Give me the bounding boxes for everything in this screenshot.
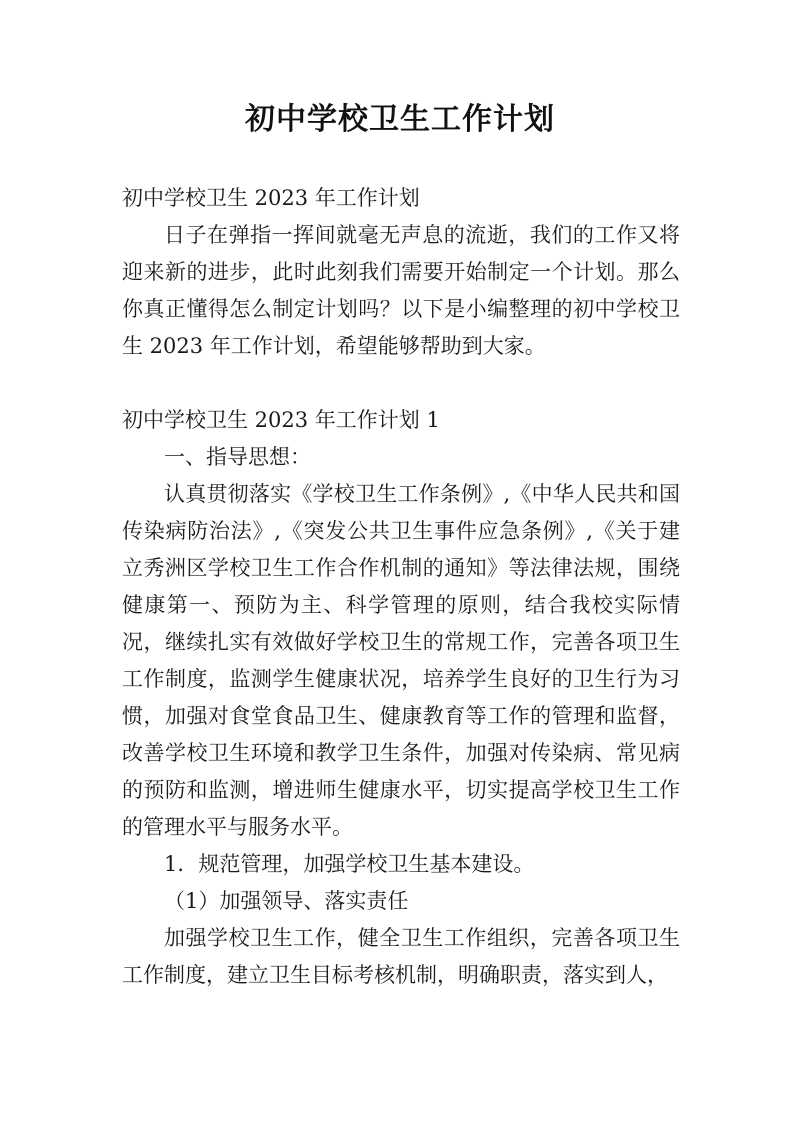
- body-paragraph: 加强学校卫生工作，健全卫生工作组织，完善各项卫生工作制度，建立卫生目标考核机制，明确职责，落实到人，: [122, 926, 680, 987]
- guiding-ideology-paragraph: 认真贯彻落实《学校卫生工作条例》,《中华人民共和国传染病防治法》,《突发公共卫生事件应急条例》,《关于建立秀洲区学校卫生工作合作机制的通知》等法律法规，围绕健康第一、预防为主、科学管理的原则，结合我校实际情况，继续扎实有效做好学校卫生的常规工作，完善各项卫生工作制度，监测学生健康状况，培养学生良好的卫生行为习惯，加强对食堂食品卫生、健康教育等工作的管理和监督，改善学校卫生环境和教学卫生条件，加强对传染病、常见病的预防和监测，增进师生健康水平，切实提高学校卫生工作的管理水平与服务水平。: [122, 482, 680, 839]
- subitem-heading: （1）加强领导、落实责任: [164, 889, 409, 913]
- paragraph-spacer: [122, 365, 680, 402]
- subtitle-line: 初中学校卫生 2023 年工作计划: [122, 186, 420, 210]
- item-heading: 1．规范管理，加强学校卫生基本建设。: [164, 852, 535, 876]
- section-heading: 初中学校卫生 2023 年工作计划 1: [122, 408, 440, 432]
- document-title: 初中学校卫生工作计划: [245, 102, 555, 137]
- guiding-ideology-heading: 一、指导思想：: [164, 445, 311, 469]
- intro-paragraph: 日子在弹指一挥间就毫无声息的流逝，我们的工作又将迎来新的进步，此时此刻我们需要开始制定一个计划。那么你真正懂得怎么制定计划吗？以下是小编整理的初中学校卫生 2023 年工作计划，希望能够帮助到大家。: [122, 223, 680, 358]
- document-body: [122, 180, 680, 994]
